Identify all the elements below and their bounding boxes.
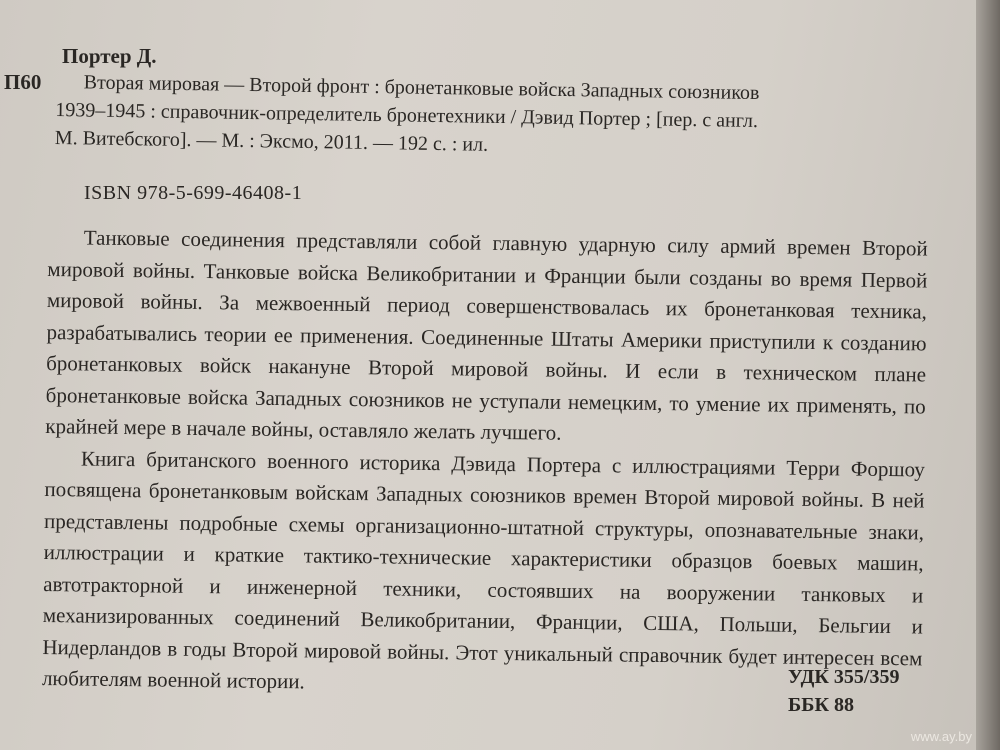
bbk-code: ББК 88 [788, 694, 854, 716]
udk-code: УДК 355/359 [788, 666, 900, 688]
page-edge-shadow [976, 0, 1000, 750]
author-heading: Портер Д. [62, 44, 157, 68]
biblio-line: Вторая мировая — Второй фронт : бронетанковые войска Западных союзников [83, 71, 760, 105]
abstract [42, 222, 928, 706]
biblio-line: М. Витебского]. — М. : Эксмо, 2011. — 192 с. : ил. [54, 126, 489, 156]
catalog-code: П60 [4, 70, 42, 94]
bibliographic-description [55, 68, 936, 166]
abstract-paragraph: Книга британского военного историка Дэвида Портера с иллюстрациями Терри Форшоу посвящена бронетанковым войскам Западных союзников времен Второй мировой войны. В ней представлены подробные схемы организационно-штатной структуры, опознавательные знаки, иллюстрации и краткие тактико-технические характеристики образцов боевых машин, автотракторной и инженерной техники, состоявших на вооружении танковых и механизированных соединений Великобритании, Франции, США, Польши, Бельгии и Нидерландов в годы Второй мировой войны. Этот уникальный справочник будет интересен всем любителям военной истории. [41, 445, 925, 694]
isbn: ISBN 978-5-699-46408-1 [84, 182, 303, 204]
abstract-paragraph: Танковые соединения представляли собой главную ударную силу армий времен Второй мировой войны. Танковые войска Великобритании и Франции были созданы во время Первой мировой войны. За межвоенный период совершенствовалась их бронетанковая техника, разрабатывались теории ее применения. Соединенные Штаты Америки приступили к созданию бронетанковых войск накануне Второй мировой войны. И если в техническом плане бронетанковые войска Западных союзников не уступали немецким, то умение их применять, по крайней мере в начале войны, оставляло желать лучшего. [45, 225, 928, 445]
watermark: www.ay.by [910, 729, 972, 744]
biblio-line: 1939–1945 : справочник-определитель бронетехники / Дэвид Портер ; [пер. с англ. [55, 98, 759, 133]
